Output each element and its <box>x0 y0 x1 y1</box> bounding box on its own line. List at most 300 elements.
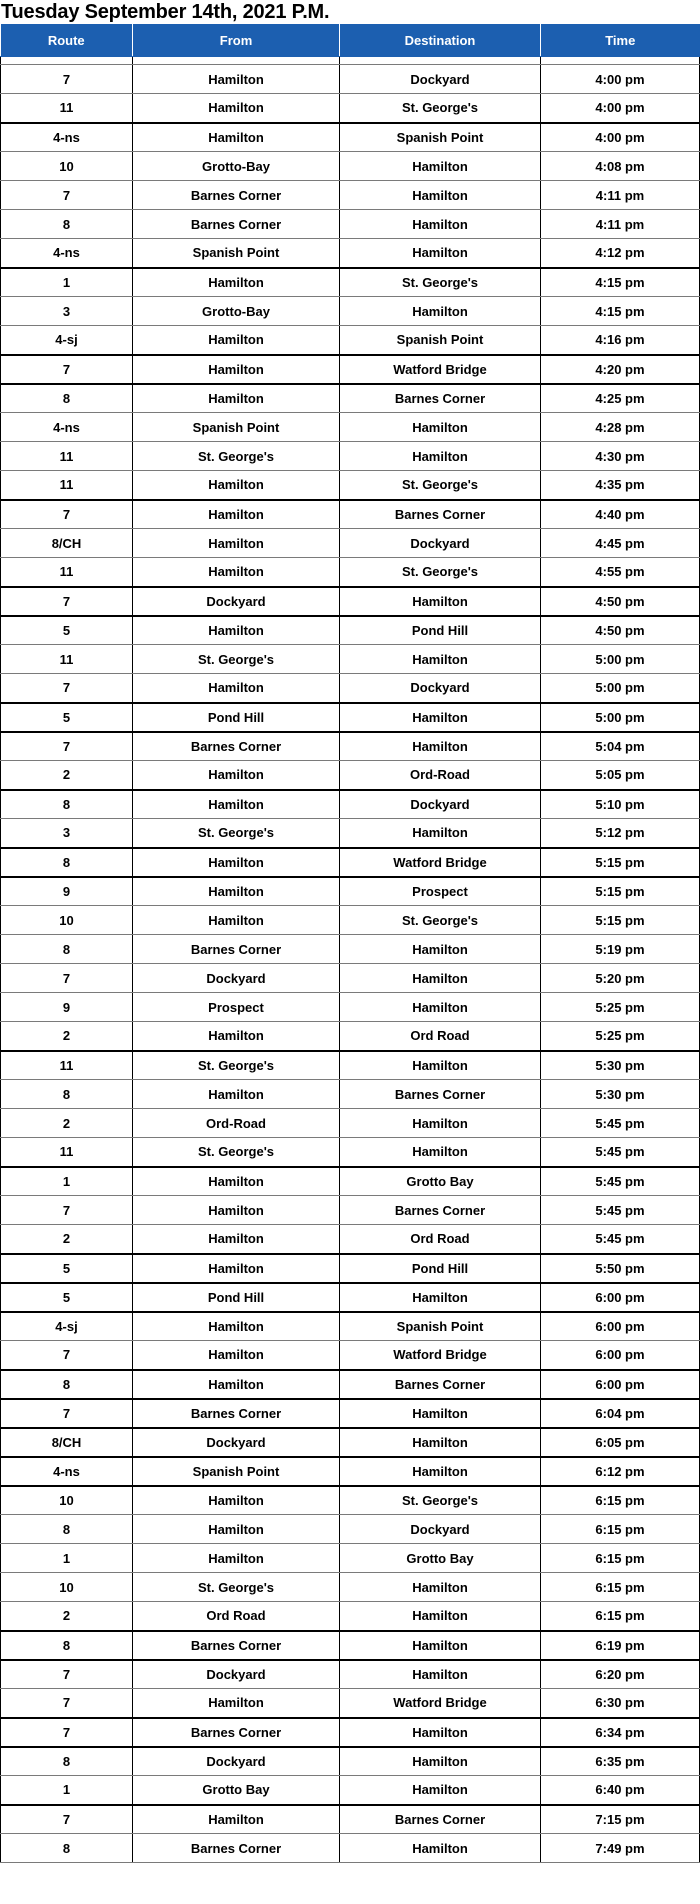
route-cell: 7 <box>1 1341 133 1370</box>
from-cell: Hamilton <box>133 500 340 529</box>
from-cell: Hamilton <box>133 94 340 123</box>
time-cell: 4:55 pm <box>541 558 700 587</box>
from-cell: St. George's <box>133 1573 340 1602</box>
from-cell: St. George's <box>133 645 340 674</box>
time-cell: 6:00 pm <box>541 1341 700 1370</box>
from-cell: Hamilton <box>133 848 340 877</box>
from-cell: Dockyard <box>133 587 340 616</box>
time-cell: 4:00 pm <box>541 123 700 152</box>
route-cell: 7 <box>1 964 133 993</box>
time-cell: 4:15 pm <box>541 297 700 326</box>
table-row <box>1 877 700 906</box>
from-cell: Hamilton <box>133 1254 340 1283</box>
time-cell: 7:15 pm <box>541 1805 700 1834</box>
from-cell: Hamilton <box>133 1689 340 1718</box>
from-cell: St. George's <box>133 1051 340 1080</box>
destination-cell: Hamilton <box>340 1109 541 1138</box>
table-row <box>1 1138 700 1167</box>
table-row <box>1 1544 700 1573</box>
destination-cell: Barnes Corner <box>340 500 541 529</box>
time-cell: 4:15 pm <box>541 268 700 297</box>
destination-cell: Prospect <box>340 877 541 906</box>
destination-cell: Hamilton <box>340 1399 541 1428</box>
from-cell: Barnes Corner <box>133 1399 340 1428</box>
destination-cell: Hamilton <box>340 587 541 616</box>
destination-cell: St. George's <box>340 906 541 935</box>
destination-cell: Watford Bridge <box>340 355 541 384</box>
from-cell: Grotto-Bay <box>133 297 340 326</box>
time-cell: 4:11 pm <box>541 210 700 239</box>
table-row <box>1 268 700 297</box>
table-row <box>1 1312 700 1341</box>
time-cell: 6:40 pm <box>541 1776 700 1805</box>
destination-cell: Hamilton <box>340 993 541 1022</box>
table-row <box>1 1428 700 1457</box>
route-cell: 10 <box>1 906 133 935</box>
destination-cell: Watford Bridge <box>340 1341 541 1370</box>
table-row <box>1 790 700 819</box>
time-cell: 4:08 pm <box>541 152 700 181</box>
route-cell: 1 <box>1 1776 133 1805</box>
route-cell: 8 <box>1 1834 133 1863</box>
route-cell: 7 <box>1 1689 133 1718</box>
column-header-destination: Destination <box>340 24 541 57</box>
route-cell: 4-ns <box>1 1457 133 1486</box>
from-cell: St. George's <box>133 442 340 471</box>
from-cell: Ord Road <box>133 1602 340 1631</box>
route-cell: 7 <box>1 1660 133 1689</box>
table-row <box>1 732 700 761</box>
table-row <box>1 239 700 268</box>
time-cell: 5:15 pm <box>541 906 700 935</box>
table-row <box>1 1689 700 1718</box>
bus-schedule-table <box>0 24 700 1863</box>
destination-cell: Pond Hill <box>340 1254 541 1283</box>
table-row <box>1 587 700 616</box>
route-cell: 8/CH <box>1 529 133 558</box>
route-cell: 8 <box>1 1747 133 1776</box>
time-cell: 5:30 pm <box>541 1080 700 1109</box>
route-cell: 4-ns <box>1 239 133 268</box>
from-cell: Hamilton <box>133 1196 340 1225</box>
table-row <box>1 1399 700 1428</box>
destination-cell: Pond Hill <box>340 616 541 645</box>
route-cell: 11 <box>1 94 133 123</box>
destination-cell: Hamilton <box>340 1428 541 1457</box>
destination-cell: Hamilton <box>340 239 541 268</box>
table-row <box>1 1283 700 1312</box>
time-cell: 5:50 pm <box>541 1254 700 1283</box>
destination-cell: Grotto Bay <box>340 1167 541 1196</box>
table-row <box>1 1051 700 1080</box>
from-cell: Barnes Corner <box>133 935 340 964</box>
destination-cell: Hamilton <box>340 210 541 239</box>
route-cell: 2 <box>1 1602 133 1631</box>
route-cell: 4-sj <box>1 326 133 355</box>
table-row <box>1 65 700 94</box>
table-row <box>1 558 700 587</box>
table-row <box>1 674 700 703</box>
destination-cell: Barnes Corner <box>340 1080 541 1109</box>
destination-cell: Dockyard <box>340 674 541 703</box>
from-cell: Hamilton <box>133 123 340 152</box>
route-cell: 8 <box>1 790 133 819</box>
destination-cell: Barnes Corner <box>340 1370 541 1399</box>
route-cell: 7 <box>1 1718 133 1747</box>
destination-cell: Hamilton <box>340 1051 541 1080</box>
table-row <box>1 1196 700 1225</box>
destination-cell: Hamilton <box>340 1660 541 1689</box>
from-cell: Hamilton <box>133 1515 340 1544</box>
route-cell: 10 <box>1 1486 133 1515</box>
table-row <box>1 210 700 239</box>
time-cell: 5:30 pm <box>541 1051 700 1080</box>
from-cell: Hamilton <box>133 906 340 935</box>
destination-cell: Hamilton <box>340 297 541 326</box>
destination-cell: Dockyard <box>340 529 541 558</box>
table-row <box>1 471 700 500</box>
route-cell: 1 <box>1 268 133 297</box>
destination-cell: Barnes Corner <box>340 1805 541 1834</box>
table-row <box>1 1167 700 1196</box>
column-header-route: Route <box>1 24 133 57</box>
from-cell: Hamilton <box>133 1544 340 1573</box>
route-cell: 1 <box>1 1544 133 1573</box>
from-cell: Spanish Point <box>133 1457 340 1486</box>
route-cell: 7 <box>1 355 133 384</box>
route-cell: 7 <box>1 181 133 210</box>
time-cell: 4:45 pm <box>541 529 700 558</box>
from-cell: Barnes Corner <box>133 1631 340 1660</box>
time-cell: 6:35 pm <box>541 1747 700 1776</box>
time-cell: 5:05 pm <box>541 761 700 790</box>
destination-cell: Dockyard <box>340 790 541 819</box>
destination-cell: Hamilton <box>340 1283 541 1312</box>
time-cell: 6:15 pm <box>541 1573 700 1602</box>
table-row <box>1 384 700 413</box>
route-cell: 3 <box>1 819 133 848</box>
table-row <box>1 1834 700 1863</box>
route-cell: 8 <box>1 210 133 239</box>
table-row <box>1 1254 700 1283</box>
from-cell: Barnes Corner <box>133 732 340 761</box>
time-cell: 5:45 pm <box>541 1196 700 1225</box>
time-cell: 6:15 pm <box>541 1486 700 1515</box>
destination-cell: Hamilton <box>340 1573 541 1602</box>
time-cell: 6:15 pm <box>541 1602 700 1631</box>
time-cell: 5:00 pm <box>541 674 700 703</box>
time-cell: 4:20 pm <box>541 355 700 384</box>
route-cell: 2 <box>1 1022 133 1051</box>
table-row <box>1 1602 700 1631</box>
table-row <box>1 993 700 1022</box>
table-row <box>1 1022 700 1051</box>
from-cell: Hamilton <box>133 1805 340 1834</box>
route-cell: 7 <box>1 500 133 529</box>
time-cell: 6:00 pm <box>541 1312 700 1341</box>
column-header-time: Time <box>541 24 700 57</box>
destination-cell: Hamilton <box>340 413 541 442</box>
from-cell: Hamilton <box>133 1022 340 1051</box>
destination-cell: Barnes Corner <box>340 384 541 413</box>
destination-cell: Hamilton <box>340 1718 541 1747</box>
from-cell: Pond Hill <box>133 1283 340 1312</box>
page-title: Tuesday September 14th, 2021 P.M. <box>1 1 330 23</box>
from-cell: St. George's <box>133 819 340 848</box>
time-cell: 5:10 pm <box>541 790 700 819</box>
destination-cell: Hamilton <box>340 819 541 848</box>
route-cell: 5 <box>1 1283 133 1312</box>
time-cell: 4:00 pm <box>541 65 700 94</box>
time-cell: 6:30 pm <box>541 1689 700 1718</box>
from-cell: Prospect <box>133 993 340 1022</box>
destination-cell: St. George's <box>340 1486 541 1515</box>
from-cell: Hamilton <box>133 1225 340 1254</box>
from-cell: Hamilton <box>133 1341 340 1370</box>
table-row <box>1 645 700 674</box>
route-cell: 4-ns <box>1 413 133 442</box>
time-cell: 6:19 pm <box>541 1631 700 1660</box>
route-cell: 8 <box>1 1370 133 1399</box>
spacer-row <box>1 57 700 65</box>
route-cell: 11 <box>1 1138 133 1167</box>
from-cell: Hamilton <box>133 761 340 790</box>
table-row <box>1 152 700 181</box>
time-cell: 6:15 pm <box>541 1544 700 1573</box>
time-cell: 4:35 pm <box>541 471 700 500</box>
route-cell: 4-sj <box>1 1312 133 1341</box>
destination-cell: Dockyard <box>340 1515 541 1544</box>
destination-cell: Hamilton <box>340 935 541 964</box>
destination-cell: Hamilton <box>340 645 541 674</box>
route-cell: 8 <box>1 384 133 413</box>
route-cell: 8 <box>1 848 133 877</box>
route-cell: 11 <box>1 645 133 674</box>
from-cell: Hamilton <box>133 529 340 558</box>
from-cell: Hamilton <box>133 1486 340 1515</box>
from-cell: Hamilton <box>133 1080 340 1109</box>
time-cell: 4:11 pm <box>541 181 700 210</box>
route-cell: 7 <box>1 1196 133 1225</box>
time-cell: 6:00 pm <box>541 1370 700 1399</box>
destination-cell: Hamilton <box>340 1776 541 1805</box>
from-cell: Hamilton <box>133 355 340 384</box>
destination-cell: Hamilton <box>340 964 541 993</box>
route-cell: 8 <box>1 1080 133 1109</box>
time-cell: 5:00 pm <box>541 703 700 732</box>
time-cell: 5:20 pm <box>541 964 700 993</box>
destination-cell: Hamilton <box>340 152 541 181</box>
from-cell: Dockyard <box>133 1660 340 1689</box>
destination-cell: Hamilton <box>340 703 541 732</box>
destination-cell: St. George's <box>340 558 541 587</box>
table-row <box>1 123 700 152</box>
destination-cell: Ord Road <box>340 1225 541 1254</box>
table-row <box>1 1225 700 1254</box>
destination-cell: Watford Bridge <box>340 1689 541 1718</box>
destination-cell: St. George's <box>340 268 541 297</box>
time-cell: 6:20 pm <box>541 1660 700 1689</box>
route-cell: 1 <box>1 1167 133 1196</box>
time-cell: 4:16 pm <box>541 326 700 355</box>
time-cell: 5:25 pm <box>541 993 700 1022</box>
table-row <box>1 1486 700 1515</box>
time-cell: 5:00 pm <box>541 645 700 674</box>
time-cell: 7:49 pm <box>541 1834 700 1863</box>
from-cell: Grotto Bay <box>133 1776 340 1805</box>
from-cell: Hamilton <box>133 877 340 906</box>
from-cell: Dockyard <box>133 1428 340 1457</box>
table-row <box>1 1341 700 1370</box>
time-cell: 6:00 pm <box>541 1283 700 1312</box>
table-row <box>1 761 700 790</box>
route-cell: 8/CH <box>1 1428 133 1457</box>
table-row <box>1 906 700 935</box>
from-cell: Barnes Corner <box>133 210 340 239</box>
route-cell: 8 <box>1 1515 133 1544</box>
route-cell: 2 <box>1 1109 133 1138</box>
from-cell: Hamilton <box>133 1167 340 1196</box>
route-cell: 11 <box>1 1051 133 1080</box>
from-cell: Dockyard <box>133 1747 340 1776</box>
schedule-body <box>1 57 700 1863</box>
table-row <box>1 1718 700 1747</box>
from-cell: Hamilton <box>133 268 340 297</box>
table-row <box>1 1776 700 1805</box>
time-cell: 6:05 pm <box>541 1428 700 1457</box>
route-cell: 8 <box>1 1631 133 1660</box>
table-row <box>1 442 700 471</box>
from-cell: Hamilton <box>133 65 340 94</box>
header-row <box>1 24 700 57</box>
table-row <box>1 1805 700 1834</box>
route-cell: 7 <box>1 65 133 94</box>
destination-cell: Grotto Bay <box>340 1544 541 1573</box>
table-row <box>1 1457 700 1486</box>
destination-cell: Hamilton <box>340 1747 541 1776</box>
route-cell: 10 <box>1 152 133 181</box>
route-cell: 7 <box>1 1399 133 1428</box>
table-row <box>1 1660 700 1689</box>
from-cell: Hamilton <box>133 558 340 587</box>
time-cell: 5:45 pm <box>541 1167 700 1196</box>
destination-cell: Spanish Point <box>340 123 541 152</box>
time-cell: 6:04 pm <box>541 1399 700 1428</box>
table-row <box>1 1573 700 1602</box>
destination-cell: Ord Road <box>340 1022 541 1051</box>
route-cell: 10 <box>1 1573 133 1602</box>
from-cell: Ord-Road <box>133 1109 340 1138</box>
time-cell: 5:25 pm <box>541 1022 700 1051</box>
from-cell: Hamilton <box>133 616 340 645</box>
destination-cell: Ord-Road <box>340 761 541 790</box>
destination-cell: St. George's <box>340 471 541 500</box>
table-row <box>1 297 700 326</box>
table-row <box>1 616 700 645</box>
destination-cell: Spanish Point <box>340 1312 541 1341</box>
destination-cell: Hamilton <box>340 181 541 210</box>
table-row <box>1 326 700 355</box>
time-cell: 4:30 pm <box>541 442 700 471</box>
from-cell: Barnes Corner <box>133 1834 340 1863</box>
destination-cell: Hamilton <box>340 1602 541 1631</box>
from-cell: Hamilton <box>133 471 340 500</box>
time-cell: 4:50 pm <box>541 587 700 616</box>
route-cell: 9 <box>1 877 133 906</box>
route-cell: 7 <box>1 674 133 703</box>
column-header-from: From <box>133 24 340 57</box>
table-row <box>1 529 700 558</box>
route-cell: 5 <box>1 616 133 645</box>
route-cell: 2 <box>1 1225 133 1254</box>
time-cell: 6:12 pm <box>541 1457 700 1486</box>
destination-cell: Hamilton <box>340 1834 541 1863</box>
from-cell: St. George's <box>133 1138 340 1167</box>
destination-cell: Dockyard <box>340 65 541 94</box>
from-cell: Spanish Point <box>133 239 340 268</box>
route-cell: 2 <box>1 761 133 790</box>
table-row <box>1 819 700 848</box>
route-cell: 11 <box>1 442 133 471</box>
route-cell: 7 <box>1 587 133 616</box>
time-cell: 5:45 pm <box>541 1225 700 1254</box>
from-cell: Hamilton <box>133 674 340 703</box>
route-cell: 7 <box>1 1805 133 1834</box>
time-cell: 6:34 pm <box>541 1718 700 1747</box>
table-row <box>1 500 700 529</box>
route-cell: 4-ns <box>1 123 133 152</box>
table-row <box>1 1080 700 1109</box>
destination-cell: Hamilton <box>340 1138 541 1167</box>
destination-cell: Watford Bridge <box>340 848 541 877</box>
from-cell: Hamilton <box>133 384 340 413</box>
from-cell: Barnes Corner <box>133 181 340 210</box>
route-cell: 7 <box>1 732 133 761</box>
destination-cell: Hamilton <box>340 732 541 761</box>
table-row <box>1 964 700 993</box>
time-cell: 5:19 pm <box>541 935 700 964</box>
table-row <box>1 848 700 877</box>
table-row <box>1 413 700 442</box>
from-cell: Spanish Point <box>133 413 340 442</box>
table-row <box>1 1109 700 1138</box>
time-cell: 5:15 pm <box>541 848 700 877</box>
time-cell: 4:28 pm <box>541 413 700 442</box>
table-row <box>1 1747 700 1776</box>
from-cell: Dockyard <box>133 964 340 993</box>
time-cell: 4:50 pm <box>541 616 700 645</box>
time-cell: 5:15 pm <box>541 877 700 906</box>
route-cell: 5 <box>1 1254 133 1283</box>
time-cell: 5:04 pm <box>541 732 700 761</box>
time-cell: 4:25 pm <box>541 384 700 413</box>
time-cell: 5:45 pm <box>541 1109 700 1138</box>
time-cell: 6:15 pm <box>541 1515 700 1544</box>
route-cell: 5 <box>1 703 133 732</box>
table-row <box>1 355 700 384</box>
destination-cell: Barnes Corner <box>340 1196 541 1225</box>
from-cell: Hamilton <box>133 326 340 355</box>
destination-cell: St. George's <box>340 94 541 123</box>
table-row <box>1 1370 700 1399</box>
from-cell: Pond Hill <box>133 703 340 732</box>
from-cell: Hamilton <box>133 790 340 819</box>
time-cell: 4:00 pm <box>541 94 700 123</box>
route-cell: 11 <box>1 558 133 587</box>
table-row <box>1 1515 700 1544</box>
from-cell: Hamilton <box>133 1370 340 1399</box>
time-cell: 4:12 pm <box>541 239 700 268</box>
